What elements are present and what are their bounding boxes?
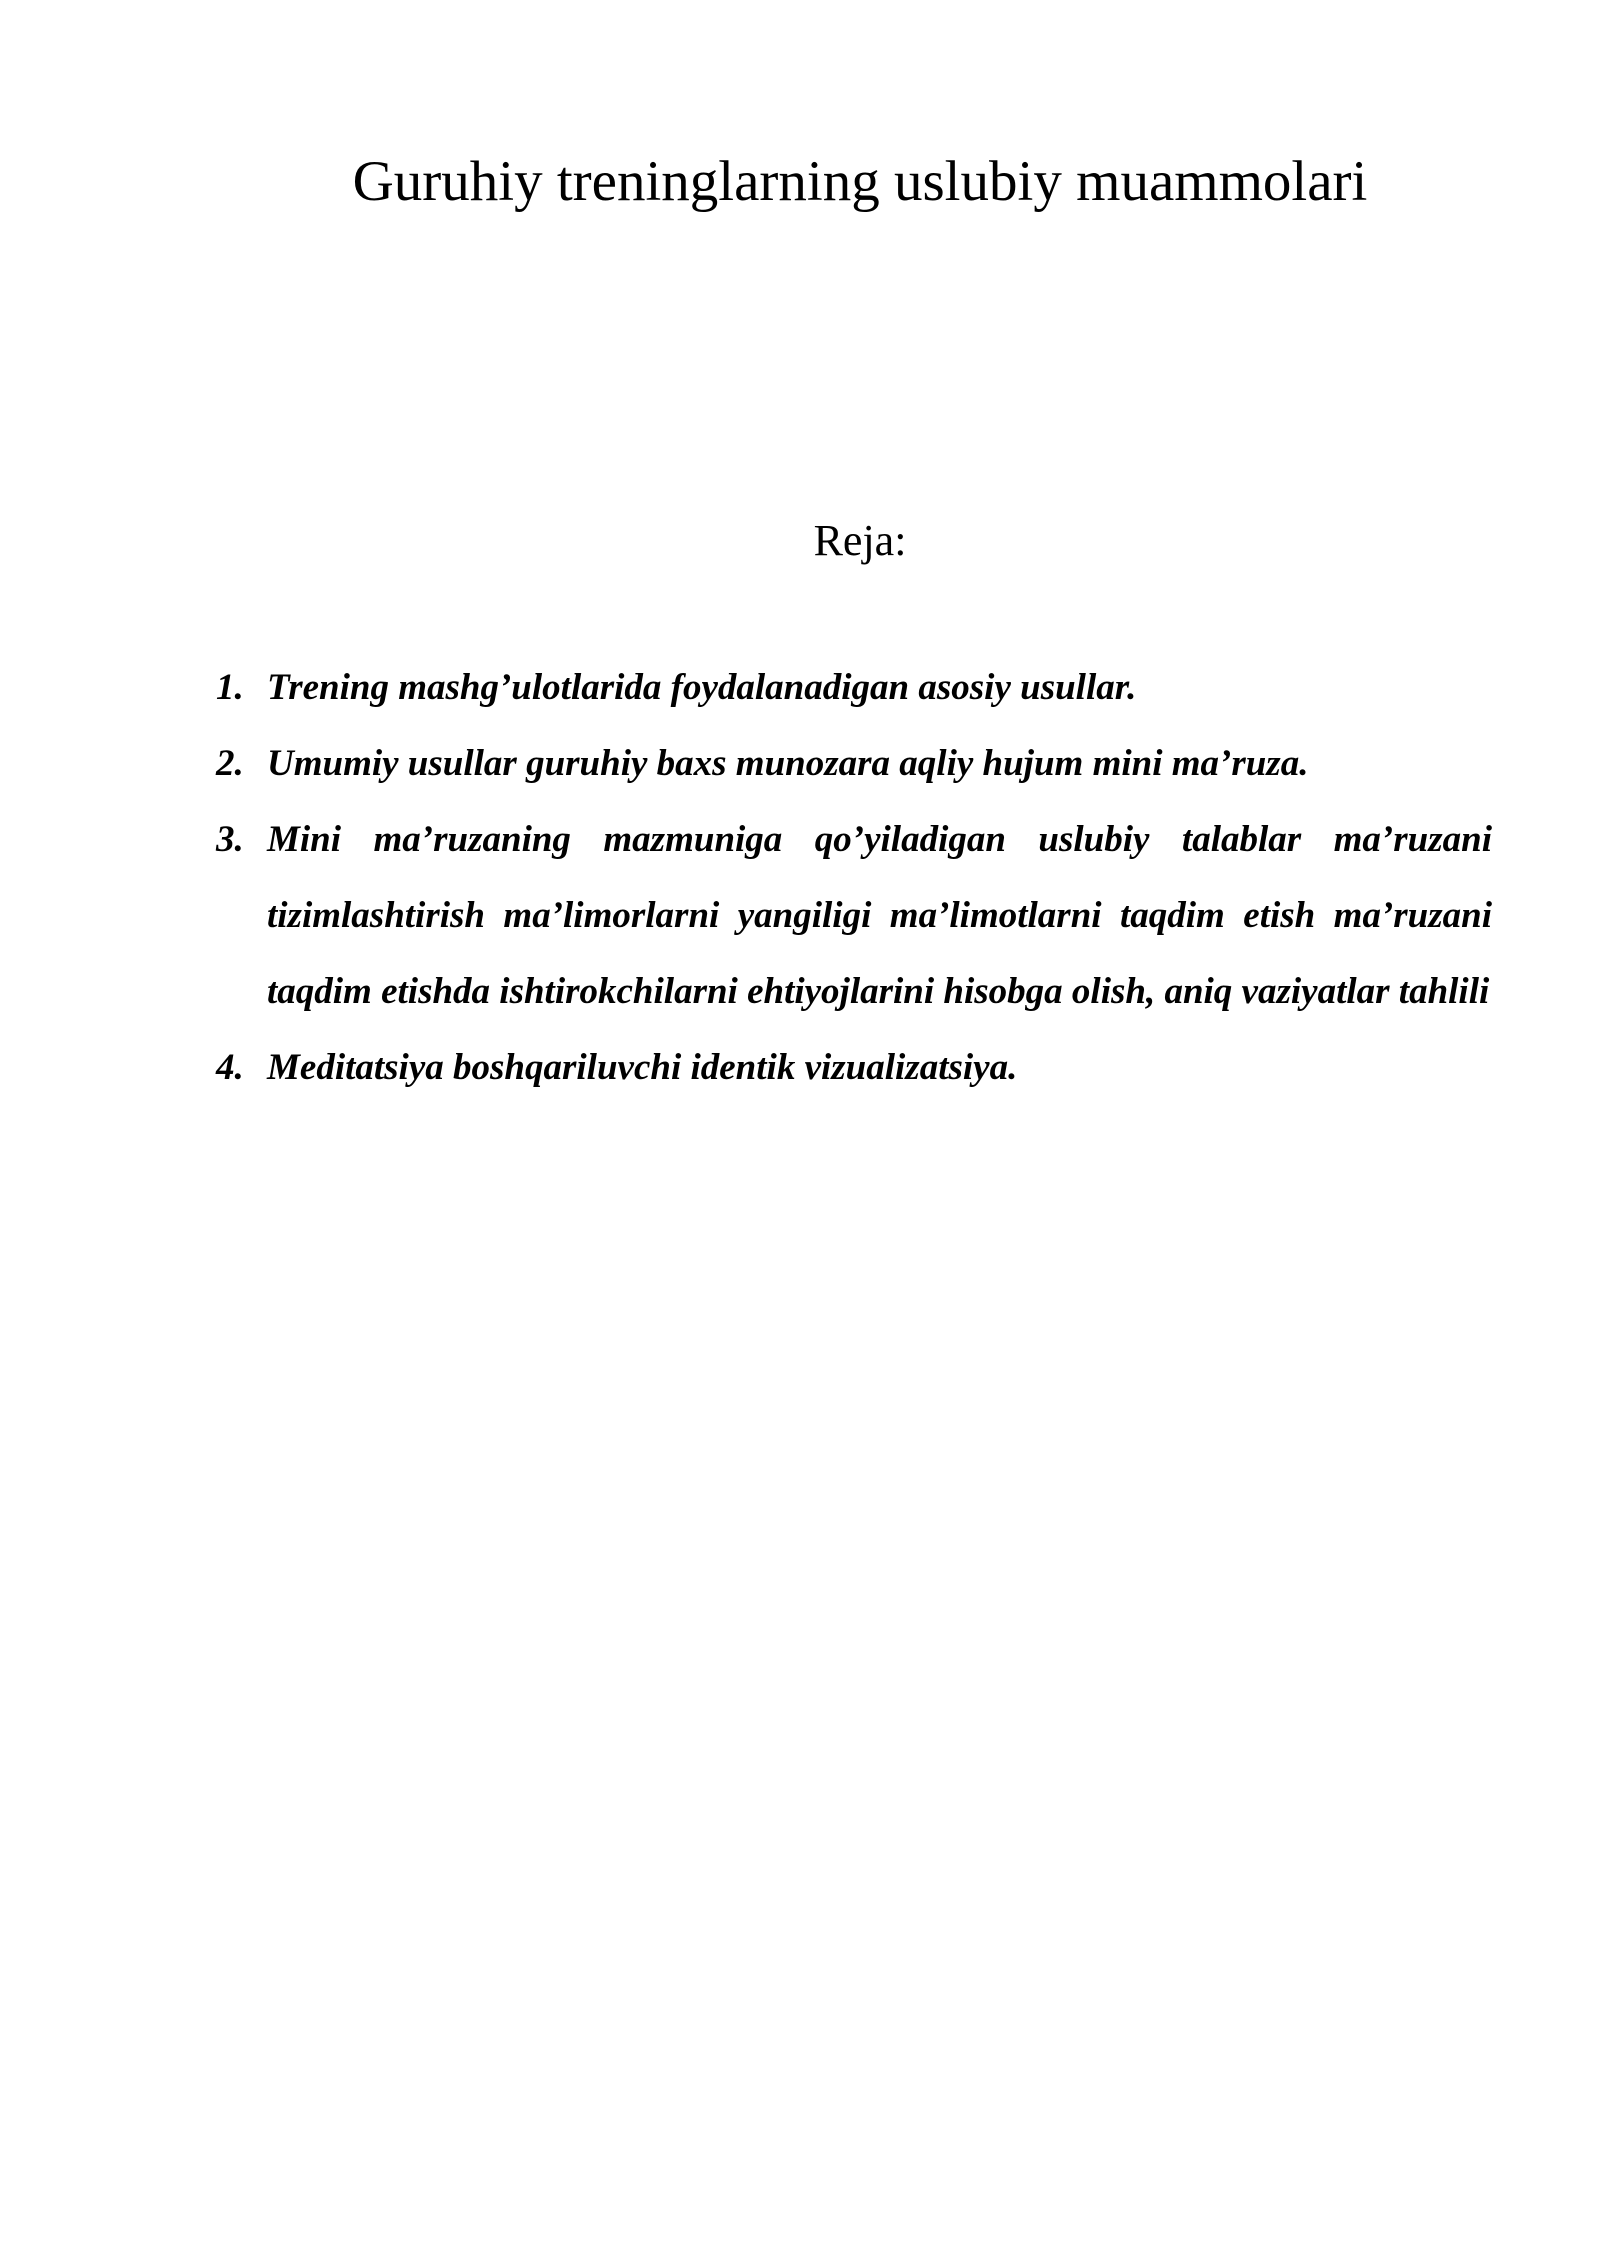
plan-item-2 (216, 726, 1492, 802)
plan-item-text: Trening mashg’ulotlarida foydalanadigan asosiy usullar. (267, 667, 1137, 708)
plan-item-number: 1. (216, 667, 244, 708)
plan-item-text: Meditatsiya boshqariluvchi identik vizualizatsiya. (267, 1047, 1018, 1088)
plan-heading: Reja: (813, 516, 907, 565)
document-title: Guruhiy treninglarning uslubiy muammolari (352, 150, 1368, 213)
plan-item-text: Umumiy usullar guruhiy baxs munozara aqliy hujum mini ma’ruza. (267, 743, 1309, 784)
plan-item-text: Mini ma’ruzaning mazmuniga qo’yiladigan uslubiy talablar ma’ruzani tizimlashtirish ma’limorlarni yangiligi ma’limotlarni taqdim etish ma’ruzani taqdim etishda ishtirokchilarni ehtiyojlarini hisobga olish, aniq vaziyatlar tahlili (267, 819, 1492, 1012)
plan-item-1 (216, 650, 1492, 726)
plan-item-3 (216, 802, 1492, 1030)
plan-item-4 (216, 1030, 1492, 1106)
plan-list (216, 650, 1492, 1106)
plan-item-number: 4. (216, 1047, 244, 1088)
plan-item-number: 2. (216, 743, 244, 784)
plan-item-number: 3. (216, 819, 244, 860)
